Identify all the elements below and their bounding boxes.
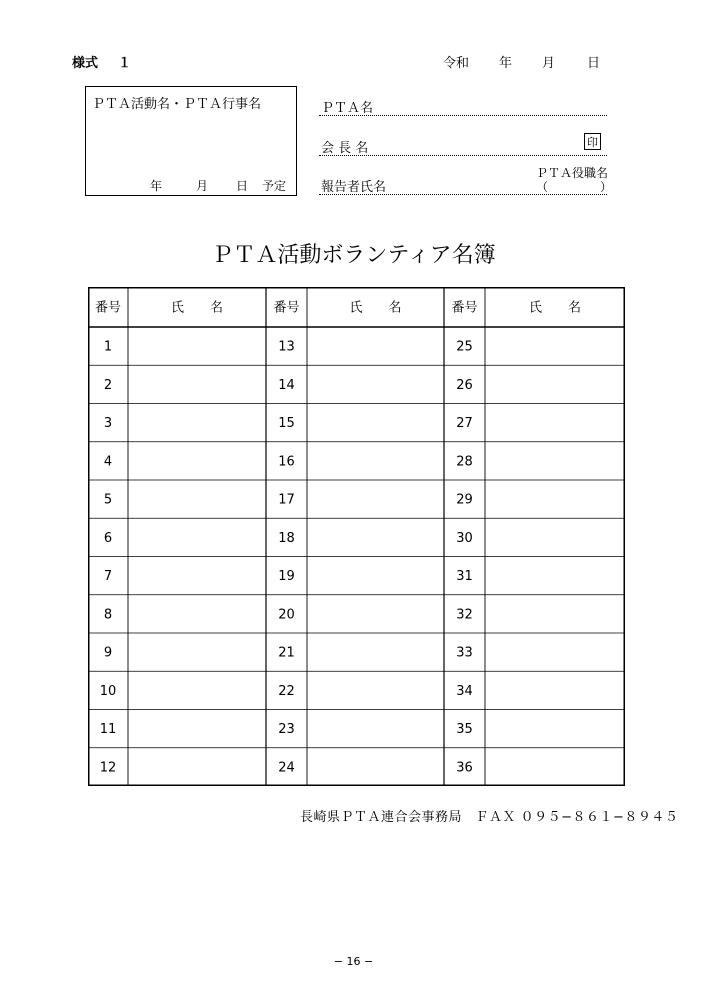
roster-number: 9: [103, 645, 113, 661]
number-column-header: 番号: [451, 300, 478, 316]
pta-name-label: ＰＴＡ名: [321, 101, 374, 116]
era-label: 令和: [443, 56, 470, 71]
roster-number: 29: [456, 492, 473, 508]
roster-number: 28: [456, 454, 473, 470]
form-number: １: [118, 56, 132, 71]
roster-number: 6: [103, 530, 113, 546]
roster-number: 25: [456, 339, 473, 355]
roster-number: 26: [456, 377, 473, 393]
roster-number: 21: [278, 645, 295, 661]
roster-number: 17: [278, 492, 295, 508]
activity-planned-label: 予定: [262, 179, 287, 193]
roster-number: 7: [103, 569, 113, 585]
roster-number: 3: [103, 416, 113, 432]
roster-number: 14: [278, 377, 295, 393]
roster-number: 32: [456, 607, 473, 623]
president-name-field[interactable]: [319, 137, 607, 156]
roster-number: 13: [278, 339, 295, 355]
role-paren-open: （: [536, 180, 549, 194]
roster-number: 31: [456, 569, 473, 585]
year-label: 年: [499, 56, 513, 71]
roster-number: 33: [456, 645, 473, 661]
roster-number: 1: [103, 339, 113, 355]
roster-number: 4: [103, 454, 113, 470]
roster-number: 23: [278, 722, 295, 738]
seal-mark: 印: [584, 133, 601, 150]
reporter-name-label: 報告者氏名: [321, 180, 387, 195]
roster-number: 8: [103, 607, 113, 623]
roster-number: 19: [278, 569, 295, 585]
form-label: 様式: [72, 56, 99, 71]
roster-number: 15: [278, 416, 295, 432]
roster-number: 35: [456, 722, 473, 738]
activity-year-label: 年: [150, 179, 163, 193]
activity-title: ＰＴＡ活動名・ＰＴＡ行事名: [92, 97, 262, 112]
number-column-header: 番号: [94, 300, 122, 316]
role-title-label: ＰＴＡ役職名: [536, 166, 609, 180]
roster-number: 22: [278, 683, 295, 699]
roster-number: 36: [456, 760, 473, 776]
roster-number: 30: [456, 530, 473, 546]
name-column-header: 氏 名: [528, 300, 582, 316]
activity-day-label: 日: [236, 179, 249, 193]
roster-number: 18: [278, 530, 295, 546]
roster-number: 10: [99, 683, 117, 699]
role-paren-close: ）: [600, 180, 613, 194]
activity-month-label: 月: [196, 179, 209, 193]
pta-name-field[interactable]: [319, 97, 607, 116]
page-title: ＰＴＡ活動ボランティア名簿: [211, 243, 496, 268]
roster-number: 12: [99, 760, 117, 776]
name-column-header: 氏 名: [170, 300, 224, 316]
roster-number: 27: [456, 416, 473, 432]
roster-number: 5: [103, 492, 113, 508]
day-label: 日: [587, 56, 601, 71]
roster-number: 24: [278, 760, 295, 776]
president-name-label: 会 長 名: [321, 141, 369, 156]
month-label: 月: [542, 56, 556, 71]
roster-number: 34: [456, 683, 473, 699]
activity-box[interactable]: [85, 86, 297, 196]
roster-number: 20: [278, 607, 295, 623]
roster-table: [88, 287, 625, 786]
name-column-header: 氏 名: [349, 300, 402, 316]
number-column-header: 番号: [273, 300, 300, 316]
page-number: − 16 −: [333, 955, 374, 968]
roster-number: 16: [278, 454, 295, 470]
roster-number: 2: [103, 377, 113, 393]
roster-number: 11: [99, 722, 117, 738]
office-fax-note: 長崎県ＰＴＡ連合会事務局 ＦＡＸ ０９５−８６１−８９４５: [300, 810, 679, 825]
